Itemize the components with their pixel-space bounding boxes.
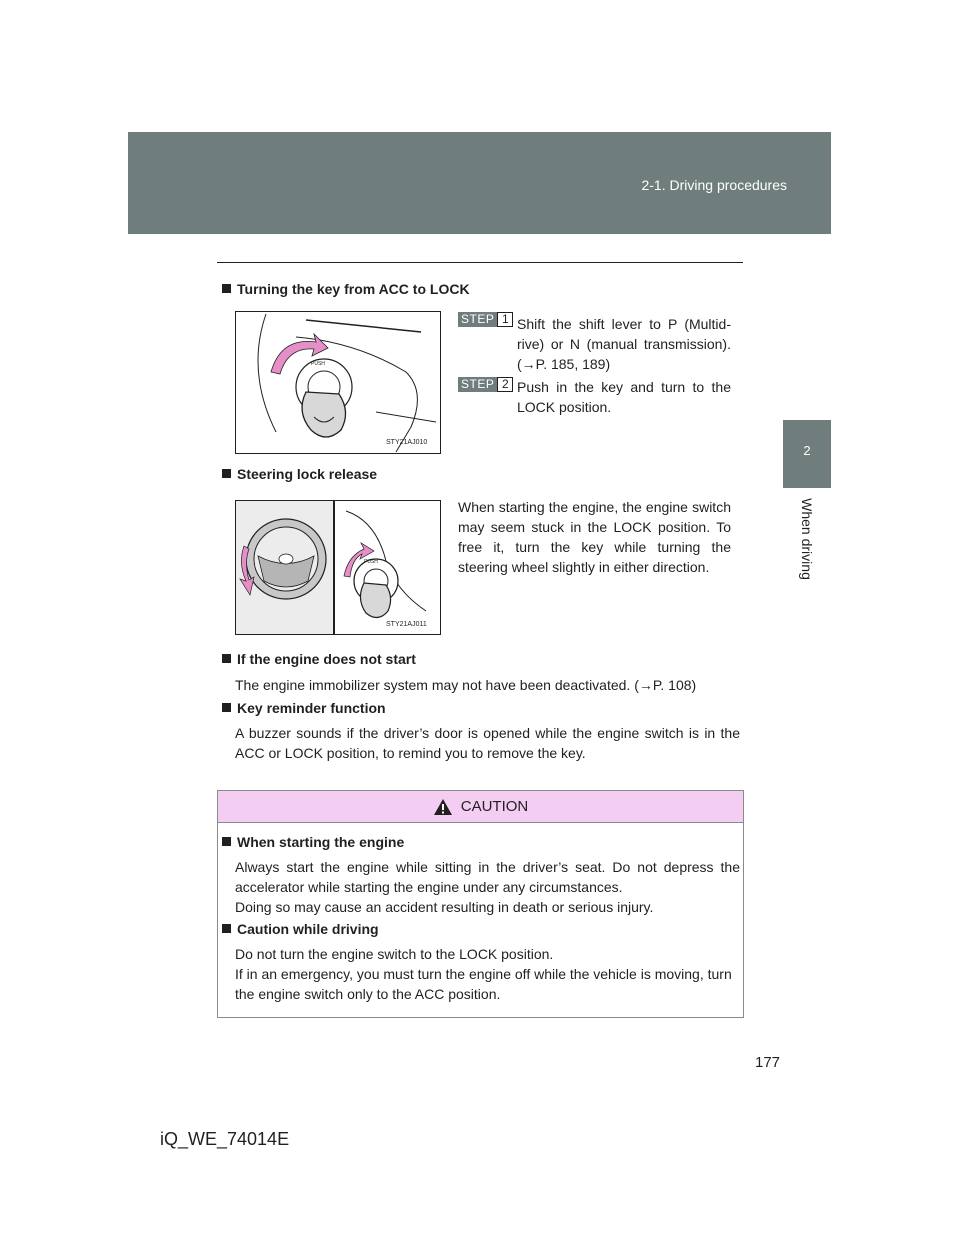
- page-number: 177: [755, 1054, 781, 1071]
- body-text: The engine immobilizer system may not have been deactivated. (→P. 108): [235, 677, 697, 693]
- top-rule: [217, 262, 743, 263]
- bullet-square-icon: [222, 284, 231, 293]
- figure-code: STY21AJ011: [386, 621, 427, 628]
- section-title: 2-1. Driving procedures: [641, 177, 787, 193]
- svg-text:PUSH: PUSH: [311, 361, 325, 367]
- section-heading: Turning the key from ACC to LOCK: [222, 281, 470, 297]
- bullet-square-icon: [222, 924, 231, 933]
- caution-text: Always start the engine while sitting in the driver’s seat. Do not depress the accelerator while starting the engine under any circumstances. Doing so may cause an accident resulting in death or serious injury.: [235, 859, 740, 915]
- chapter-label-text: When driving: [799, 498, 816, 580]
- header-band: [128, 132, 831, 234]
- chapter-tab[interactable]: 2: [783, 420, 831, 488]
- section-heading: If the engine does not start: [222, 651, 416, 667]
- section-heading: Steering lock release: [222, 466, 377, 482]
- steering-lock-figure: [235, 500, 441, 635]
- bullet-square-icon: [222, 703, 231, 712]
- step-text: Shift the shift lever to P (Multidrive) or N (manual transmission). (→P. 185, 189): [517, 316, 731, 372]
- warning-icon: [433, 798, 453, 816]
- svg-text:PUSH: PUSH: [364, 559, 378, 565]
- caution-text: Do not turn the engine switch to the LOCK position. If in an emergency, you must turn the engine off while the vehicle is moving, turn the engine switch only to the ACC position.: [235, 946, 732, 1002]
- step-badge: STEP 2: [458, 377, 513, 392]
- step-text: Push in the key and turn to the LOCK position.: [517, 379, 731, 415]
- caution-heading: When starting the engine: [222, 834, 404, 850]
- bullet-square-icon: [222, 469, 231, 478]
- steering-lock-text: When starting the engine, the engine switch may seem stuck in the LOCK position. To free it, turn the key while turning the steering wheel slightly in either direction.: [458, 499, 731, 575]
- step-badge: STEP 1: [458, 312, 513, 327]
- ignition-key-figure: [235, 311, 441, 454]
- document-code: iQ_WE_74014E: [160, 1129, 290, 1149]
- chapter-label: [767, 494, 847, 584]
- bullet-square-icon: [222, 654, 231, 663]
- figure-code: STY21AJ010: [386, 439, 428, 446]
- caution-header: [218, 791, 743, 823]
- caution-title: CAUTION: [460, 798, 529, 815]
- caution-heading: Caution while driving: [222, 921, 379, 937]
- bullet-square-icon: [222, 837, 231, 846]
- body-text: A buzzer sounds if the driver’s door is opened while the engine switch is in the ACC or LOCK position, to remind you to remove the key.: [235, 725, 740, 761]
- caution-box: [217, 790, 744, 1018]
- section-heading: Key reminder function: [222, 700, 386, 716]
